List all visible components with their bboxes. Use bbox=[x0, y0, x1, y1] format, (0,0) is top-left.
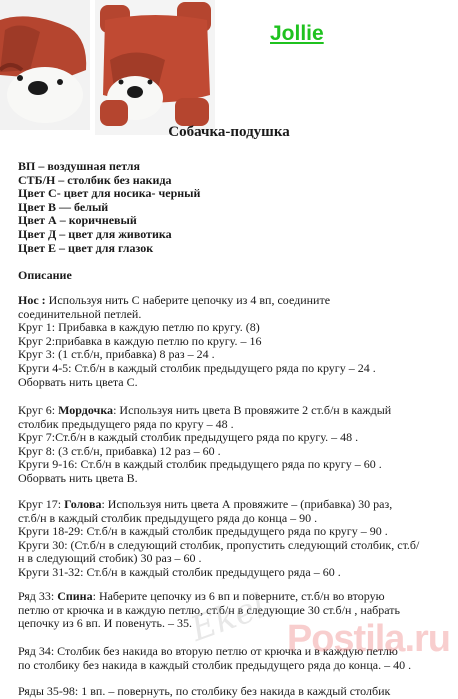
nose-line: Круг 3: (1 ст.б/н, прибавка) 8 раз – 24 . bbox=[18, 347, 215, 362]
description-heading: Описание bbox=[18, 268, 72, 282]
section-row35 bbox=[18, 685, 448, 699]
head-text: : Используя нить цвета А провяжите – (прибавка) 30 раз, bbox=[101, 497, 393, 511]
nose-line: соединительной петлей. bbox=[18, 306, 142, 321]
back-label: Спина bbox=[57, 589, 93, 603]
muzzle-line: Круг 8: (3 ст.б/н, прибавка) 12 раз – 60 . bbox=[18, 443, 221, 458]
back-text: : Наберите цепочку из 6 вп и поверните, ст.б/н во вторую bbox=[92, 589, 385, 603]
page-title: Собачка-подушка bbox=[168, 124, 290, 140]
section-nose bbox=[18, 294, 448, 389]
nose-line: Круги 4-5: Ст.б/н в каждый столбик предыдущего ряда по кругу – 24 . bbox=[18, 360, 376, 375]
legend bbox=[18, 160, 448, 255]
head-prefix: Круг 17: bbox=[18, 497, 65, 511]
photo-row bbox=[0, 0, 458, 140]
nose-label: Нос : bbox=[18, 293, 46, 307]
head-label: Голова bbox=[64, 497, 102, 511]
muzzle-text: : Используя нить цвета В провяжите 2 ст.б/н в каждый bbox=[113, 403, 392, 417]
nose-line: Круг 2:прибавка в каждую петлю по кругу. – 16 bbox=[18, 333, 262, 348]
nose-line-0 bbox=[18, 294, 448, 308]
section-muzzle bbox=[18, 404, 448, 486]
row34-line: Ряд 34: Столбик без накида во вторую петлю от крючка и в каждую петлю bbox=[18, 644, 398, 658]
legend-item: Цвет В — белый bbox=[18, 199, 109, 214]
muzzle-line: Круги 9-16: Ст.б/н в каждый столбик предыдущего ряда по кругу – 60 . bbox=[18, 457, 382, 472]
head-line: Круги 31-32: Ст.б/н в каждый столбик предыдущего ряда – 60 . bbox=[18, 564, 341, 579]
legend-item: ВП – воздушная петля bbox=[18, 159, 141, 173]
nose-line: Оборвать нить цвета С. bbox=[18, 374, 138, 389]
muzzle-line: Круг 7:Ст.б/н в каждый столбик предыдущего ряда по кругу. – 48 . bbox=[18, 430, 359, 445]
head-line-0 bbox=[18, 498, 448, 512]
watermark-signature-icon: Ekel bbox=[185, 586, 271, 650]
section-head bbox=[18, 498, 448, 580]
watermark-logo-icon: Postila.ru bbox=[286, 618, 450, 660]
nose-line: Круг 1: Прибавка в каждую петлю по кругу. (8) bbox=[18, 320, 260, 335]
muzzle-prefix: Круг 6: bbox=[18, 403, 59, 417]
dog-pillow-photo-full bbox=[95, 0, 215, 135]
nose-text: Используя нить С наберите цепочку из 4 вп, соедините bbox=[45, 293, 331, 307]
muzzle-label: Мордочка bbox=[58, 403, 114, 417]
legend-item: Цвет Д – цвет для животика bbox=[18, 226, 172, 241]
row35-line: Ряды 35-98: 1 вп. – повернуть, по столбику без накида в каждый столбик bbox=[18, 684, 391, 698]
section-row34 bbox=[18, 645, 448, 672]
dog-pillow-closeup-illustration bbox=[0, 0, 90, 130]
row34-line: по столбику без накида в каждый столбик предыдущего ряда до конца. – 40 . bbox=[18, 657, 412, 672]
head-line: Круги 30: (Ст.б/н в следующий столбик, пропустить следующий столбик, ст.б/ bbox=[18, 537, 420, 552]
head-line: н в следующий стобик) 30 раз – 60 . bbox=[18, 551, 202, 566]
legend-item: Цвет А – коричневый bbox=[18, 213, 137, 228]
legend-item: СТБ/Н – столбик без накида bbox=[18, 172, 172, 187]
dog-pillow-photo-closeup bbox=[0, 0, 90, 130]
legend-item: Цвет С- цвет для носика- черный bbox=[18, 186, 201, 201]
brand-link[interactable]: Jollie bbox=[270, 22, 324, 45]
dog-pillow-full-illustration bbox=[95, 0, 215, 135]
section-back bbox=[18, 590, 448, 631]
back-line: петлю от крючка и в каждую петлю, ст.б/н в следующие 30 ст.б/н , набрать bbox=[18, 602, 401, 617]
head-line: Круги 18-29: Ст.б/н в каждый столбик предыдущего ряда по кругу – 90 . bbox=[18, 524, 388, 539]
back-line: цепочку из 6 вп. И повенуть. – 35. bbox=[18, 616, 192, 631]
muzzle-line: Оборвать нить цвета В. bbox=[18, 470, 138, 485]
head-line: ст.б/н в каждый столбик предыдущего ряда до конца – 90 . bbox=[18, 510, 318, 525]
back-prefix: Ряд 33: bbox=[18, 589, 58, 603]
muzzle-line-0 bbox=[18, 404, 448, 418]
muzzle-line: столбик предыдущего ряда по кругу – 48 . bbox=[18, 416, 234, 431]
back-line-0 bbox=[18, 590, 448, 604]
legend-item: Цвет Е – цвет для глазок bbox=[18, 240, 154, 255]
